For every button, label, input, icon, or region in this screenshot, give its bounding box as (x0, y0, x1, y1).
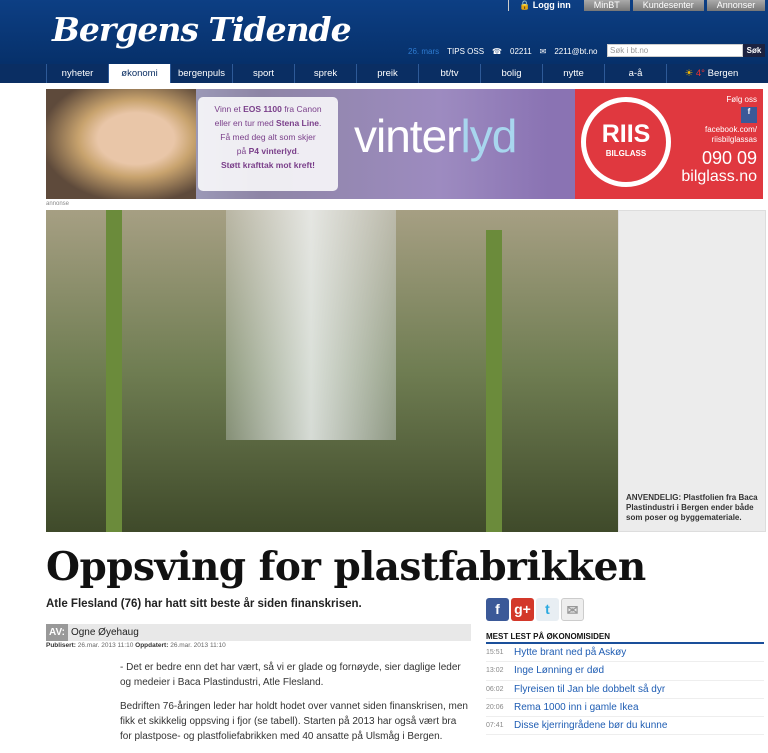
nav-bolig[interactable]: bolig (480, 64, 542, 83)
list-item[interactable]: 06:02 Flyreisen til Jan ble dobbelt så dyr (486, 681, 764, 699)
main-nav (0, 64, 768, 83)
top-tabs (508, 0, 765, 11)
ad-promo-box: Vinn et EOS 1100 fra Canon eller en tur med Stena Line. Få med deg alt som skjer på P4 vinterlyd. Støtt krafttak mot kreft! (198, 97, 338, 191)
most-read-heading: MEST LEST PÅ ØKONOMISIDEN (486, 632, 764, 644)
advertisement-banner[interactable] (46, 89, 763, 199)
author-name[interactable]: Ogne Øyehaug (70, 627, 139, 638)
site-header (0, 0, 768, 64)
facebook-icon: f (741, 107, 757, 123)
search-button[interactable]: Søk (743, 44, 765, 57)
ad-contact: Følg oss f facebook.com/ riisbilglassas 090 09 bilglass.no (681, 95, 757, 185)
paragraph: - Det er bedre enn det har vært, så vi er glade og fornøyde, sier daglige leder og medeier i Baca Plastindustri, Atle Flesland. (120, 662, 461, 688)
tips-phone[interactable]: 02211 (510, 47, 532, 56)
machine-frame (486, 230, 502, 532)
weather-city: Bergen (707, 68, 739, 79)
publish-info: Publisert: 26.mar. 2013 11:10 Oppdatert: 26.mar. 2013 11:10 (46, 642, 226, 649)
nav-bttv[interactable]: bt/tv (418, 64, 480, 83)
nav-a-a[interactable]: a-å (604, 64, 666, 83)
plastic-film (226, 210, 396, 440)
list-item[interactable]: 07:41 Disse kjerringrådene bør du kunne (486, 717, 764, 735)
current-date: 26. mars (408, 47, 440, 56)
nav-nytte[interactable]: nytte (542, 64, 604, 83)
nav-bergenpuls[interactable]: bergenpuls (170, 64, 232, 83)
list-item[interactable]: 13:02 Inge Lønning er død (486, 662, 764, 680)
phone-icon: ☎ (492, 47, 502, 56)
login-button[interactable]: 🔒 Logg inn (508, 0, 581, 11)
ad-vinterlyd-logo: vinterlyd (354, 110, 517, 162)
article-body (120, 660, 470, 753)
mail-share-icon[interactable]: ✉ (561, 598, 584, 621)
weather-widget[interactable] (666, 64, 756, 83)
kundesenter-tab[interactable]: Kundesenter (633, 0, 704, 11)
nav-preik[interactable]: preik (356, 64, 418, 83)
tips-label: TIPS OSS (447, 47, 485, 56)
paragraph: Bedriften 76-åringen leder har holdt hodet over vannet siden finanskrisen, men fikk et skikkelig oppsving i fjor (se tabell). Starten på 2013 har også vært bra for plastpose- og plastfoliefabrikken med 40 ansatte på Ulsmåg i Bergen. (120, 701, 468, 742)
byline (46, 624, 471, 641)
mail-icon: ✉ (539, 47, 547, 56)
nav-nyheter[interactable]: nyheter (46, 64, 108, 83)
ad-woman-image (46, 89, 196, 199)
ad-label: annonse (46, 201, 70, 207)
list-item[interactable]: 20:06 Rema 1000 inn i gamle Ikea (486, 699, 764, 717)
login-label: Logg inn (532, 0, 571, 10)
search-input[interactable]: Søk i bt.no (607, 44, 743, 57)
minbt-tab[interactable]: MinBT (584, 0, 630, 11)
machine-frame (106, 210, 122, 532)
photo-caption-panel (618, 210, 766, 532)
riis-logo: RIIS BILGLASS (581, 97, 671, 187)
byline-label: AV: (46, 624, 68, 641)
nav-okonomi[interactable]: økonomi (108, 64, 170, 83)
weather-temp: 4° (695, 68, 705, 79)
article-title: Oppsving for plastfabrikken (46, 544, 646, 590)
share-buttons (486, 598, 584, 621)
photo-caption: ANVENDELIG: Plastfolien fra Baca Plastindustri i Bergen ender både som poser og byggemateriale. (626, 493, 758, 522)
article-photo[interactable] (46, 210, 618, 532)
sun-icon: ☀ (684, 68, 694, 79)
ad-riis-panel (575, 89, 763, 199)
list-item[interactable]: 15:51 Hytte brant ned på Askøy (486, 644, 764, 662)
article-lead: Atle Flesland (76) har hatt sitt beste år siden finanskrisen. (46, 598, 362, 610)
site-logo[interactable]: Bergens Tidende (52, 10, 351, 49)
nav-sport[interactable]: sport (232, 64, 294, 83)
facebook-share-icon[interactable]: f (486, 598, 509, 621)
annonser-tab[interactable]: Annonser (707, 0, 766, 11)
tips-email[interactable]: 2211@bt.no (554, 47, 598, 56)
twitter-share-icon[interactable]: t (536, 598, 559, 621)
gplus-share-icon[interactable]: g+ (511, 598, 534, 621)
most-read-list (486, 644, 764, 735)
header-meta (408, 47, 597, 56)
nav-sprek[interactable]: sprek (294, 64, 356, 83)
